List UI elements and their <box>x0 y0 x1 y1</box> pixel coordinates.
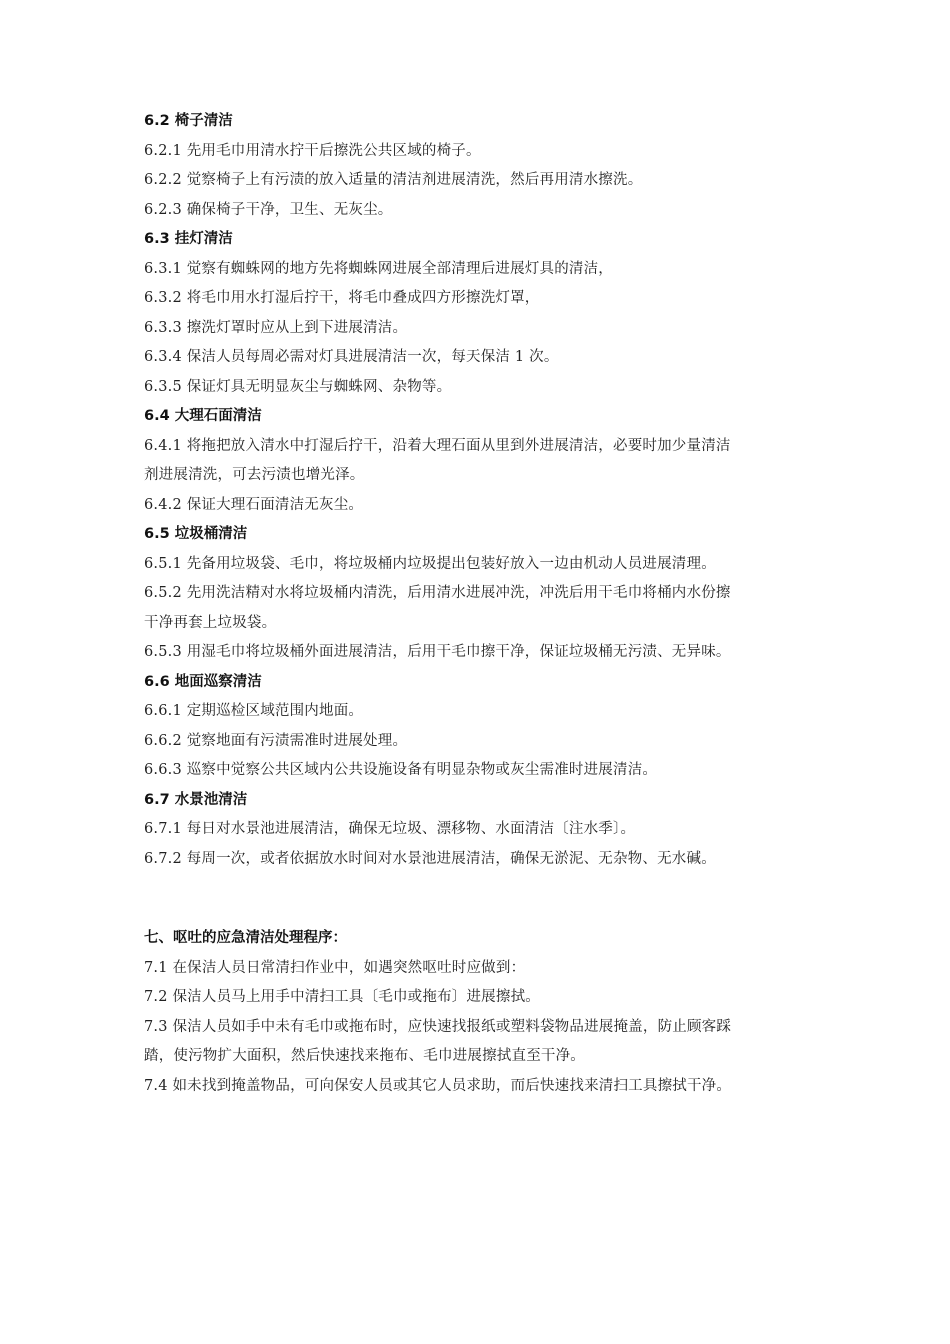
paragraph-6-5-1: 6.5.1 先备用垃圾袋、毛巾，将垃圾桶内垃圾提出包装好放入一边由机动人员进展清理。 <box>144 555 716 572</box>
paragraph-6-7-1: 6.7.1 每日对水景池进展清洁，确保无垃圾、漂移物、水面清洁〔注水季〕。 <box>144 821 636 837</box>
paragraph-6-4-2: 6.4.2 保证大理石面清洁无灰尘。 <box>144 496 364 513</box>
paragraph-7-1: 7.1 在保洁人员日常清扫作业中，如遇突然呕吐时应做到： <box>144 959 526 976</box>
section-heading-6-3: 6.3 挂灯清洁 <box>144 231 233 247</box>
paragraph-6-3-5: 6.3.5 保证灯具无明显灰尘与蜘蛛网、杂物等。 <box>144 378 452 395</box>
paragraph-6-3-2: 6.3.2 将毛巾用水打湿后拧干，将毛巾叠成四方形擦洗灯罩， <box>144 290 540 306</box>
document-body <box>144 107 814 1101</box>
paragraph-6-4-1-line-1: 6.4.1 将拖把放入清水中打湿后拧干，沿着大理石面从里到外进展清洁，必要时加少量清洁 <box>144 437 731 454</box>
section-heading-7: 七、呕吐的应急清洁处理程序： <box>144 930 347 946</box>
section-heading-6-7: 6.7 水景池清洁 <box>144 791 248 808</box>
section-heading-6-4: 6.4 大理石面清洁 <box>144 408 262 424</box>
paragraph-6-6-1: 6.6.1 定期巡检区域范围内地面。 <box>144 703 364 719</box>
paragraph-6-6-2: 6.6.2 觉察地面有污渍需准时进展处理。 <box>144 732 408 749</box>
paragraph-6-2-1: 6.2.1 先用毛巾用清水拧干后擦洗公共区域的椅子。 <box>144 142 481 159</box>
paragraph-6-2-2: 6.2.2 觉察椅子上有污渍的放入适量的清洁剂进展清洗，然后再用清水擦洗。 <box>144 172 643 188</box>
paragraph-6-4-1-line-2: 剂进展清洗，可去污渍也增光泽。 <box>144 467 365 483</box>
paragraph-6-3-1: 6.3.1 觉察有蜘蛛网的地方先将蜘蛛网进展全部清理后进展灯具的清洁， <box>144 260 614 277</box>
paragraph-7-2: 7.2 保洁人员马上用手中清扫工具〔毛巾或拖布〕进展擦拭。 <box>144 989 540 1005</box>
paragraph-6-5-2-line-1: 6.5.2 先用洗洁精对水将垃圾桶内清洗，后用清水进展冲洗，冲洗后用干毛巾将桶内水份擦 <box>144 585 731 601</box>
paragraph-6-5-2-line-2: 干净再套上垃圾袋。 <box>144 614 277 631</box>
paragraph-7-3-line-1: 7.3 保洁人员如手中未有毛巾或拖布时，应快速找报纸或塑料袋物品进展掩盖，防止顾客踩 <box>144 1018 732 1035</box>
paragraph-7-3-line-2: 踏，使污物扩大面积，然后快速找来拖布、毛巾进展擦拭直至干净。 <box>144 1048 585 1064</box>
paragraph-6-3-3: 6.3.3 擦洗灯罩时应从上到下进展清洁。 <box>144 319 408 336</box>
paragraph-6-5-3: 6.5.3 用湿毛巾将垃圾桶外面进展清洁，后用干毛巾擦干净，保证垃圾桶无污渍、无异味。 <box>144 644 731 660</box>
paragraph-6-2-3: 6.2.3 确保椅子干净，卫生、无灰尘。 <box>144 201 393 218</box>
paragraph-7-4: 7.4 如未找到掩盖物品，可向保安人员或其它人员求助，而后快速找来清扫工具擦拭干净。 <box>144 1077 732 1094</box>
section-heading-6-6: 6.6 地面巡察清洁 <box>144 673 262 690</box>
paragraph-6-6-3: 6.6.3 巡察中觉察公共区域内公共设施设备有明显杂物或灰尘需准时进展清洁。 <box>144 762 658 778</box>
paragraph-6-7-2: 6.7.2 每周一次，或者依据放水时间对水景池进展清洁，确保无淤泥、无杂物、无水碱。 <box>144 850 716 867</box>
section-heading-6-2: 6.2 椅子清洁 <box>144 113 233 129</box>
section-spacer <box>144 874 814 924</box>
paragraph-6-3-4: 6.3.4 保洁人员每周必需对灯具进展清洁一次，每天保洁 1 次。 <box>144 349 559 365</box>
section-heading-6-5: 6.5 垃圾桶清洁 <box>144 526 248 542</box>
